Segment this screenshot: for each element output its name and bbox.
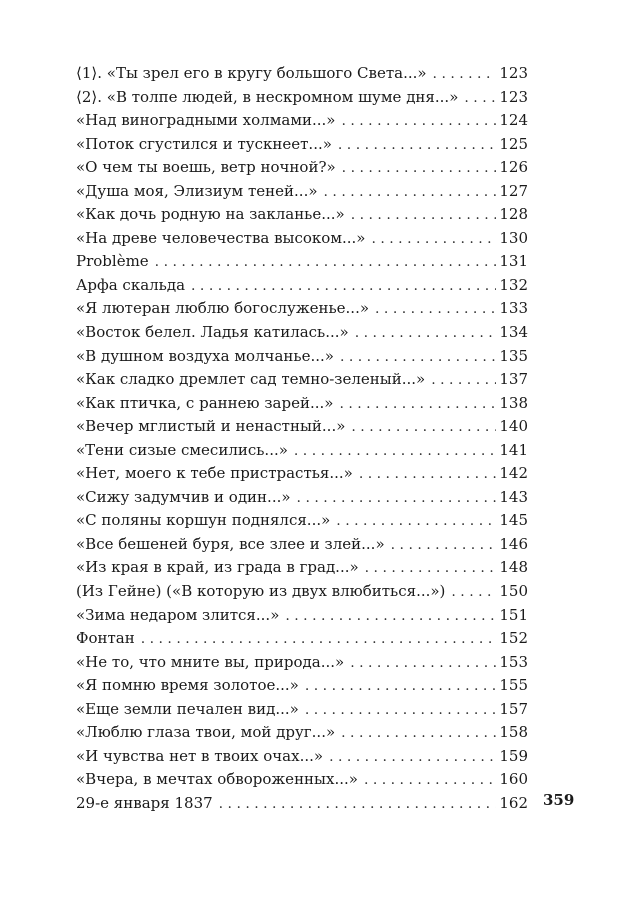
- toc-entry: [76, 462, 528, 486]
- toc-entry-title: «Душа моя, Элизиум теней...»: [76, 181, 318, 200]
- toc-entry-page: 128: [499, 205, 528, 224]
- toc-entry-title: Problème: [76, 252, 149, 271]
- toc-entry-page: 157: [499, 699, 528, 718]
- toc-entry: [76, 156, 528, 180]
- toc-entry-page: 141: [499, 440, 528, 459]
- toc-entry: [76, 768, 528, 792]
- toc-entry-title: «Как сладко дремлет сад темно-зеленый...»: [76, 370, 426, 389]
- toc-entry: [76, 533, 528, 557]
- toc-dot-leader: [371, 228, 496, 252]
- toc-entry-page: 124: [499, 111, 528, 130]
- toc-entry-page: 125: [499, 134, 528, 153]
- toc-entry-title: «Как дочь родную на закланье...»: [76, 205, 345, 224]
- toc-entry: [76, 674, 528, 698]
- toc-entry: [76, 180, 528, 204]
- toc-dot-leader: [391, 534, 497, 558]
- toc-entry-title: «Сижу задумчив и один...»: [76, 487, 291, 506]
- toc-dot-leader: [464, 87, 496, 111]
- toc-entry-page: 130: [499, 228, 528, 247]
- toc-entry-title: «Еще земли печален вид...»: [76, 699, 299, 718]
- toc-entry-title: «Из края в край, из града в град...»: [76, 558, 359, 577]
- table-of-contents: [76, 62, 528, 816]
- toc-entry-title: «Все бешеней буря, все злее и злей...»: [76, 534, 385, 553]
- toc-entry-page: 150: [499, 582, 528, 601]
- toc-entry: [76, 250, 528, 274]
- toc-entry-page: 145: [499, 511, 528, 530]
- toc-dot-leader: [141, 628, 497, 652]
- toc-entry: [76, 133, 528, 157]
- toc-entry-page: 142: [499, 464, 528, 483]
- toc-entry: [76, 297, 528, 321]
- toc-dot-leader: [340, 346, 496, 370]
- toc-dot-leader: [342, 157, 497, 181]
- toc-entry-page: 143: [499, 487, 528, 506]
- toc-entry: [76, 604, 528, 628]
- toc-entry: [76, 745, 528, 769]
- page-number: 359: [543, 791, 575, 809]
- toc-entry: [76, 345, 528, 369]
- toc-entry-page: 148: [499, 558, 528, 577]
- toc-entry-page: 151: [499, 605, 528, 624]
- toc-entry-title: (Из Гейне) («В которую из двух влюбиться...»): [76, 582, 446, 601]
- toc-dot-leader: [324, 181, 497, 205]
- toc-entry-page: 159: [499, 746, 528, 765]
- toc-entry: [76, 580, 528, 604]
- toc-entry-title: «Тени сизые смесились...»: [76, 440, 288, 459]
- toc-entry-title: «Поток сгустился и тускнеет...»: [76, 134, 332, 153]
- toc-entry: [76, 274, 528, 298]
- toc-entry: [76, 321, 528, 345]
- toc-entry: [76, 368, 528, 392]
- toc-dot-leader: [329, 746, 496, 770]
- toc-entry-title: «И чувства нет в твоих очах...»: [76, 746, 324, 765]
- toc-entry-title: «Зима недаром злится...»: [76, 605, 280, 624]
- toc-dot-leader: [341, 110, 496, 134]
- toc-entry-title: «В душном воздуха молчанье...»: [76, 346, 334, 365]
- toc-dot-leader: [294, 440, 496, 464]
- toc-entry: [76, 439, 528, 463]
- toc-dot-leader: [364, 769, 496, 793]
- toc-entry: [76, 698, 528, 722]
- toc-entry-title: 29-е января 1837: [76, 793, 213, 812]
- toc-entry: [76, 792, 528, 816]
- toc-dot-leader: [351, 416, 496, 440]
- toc-dot-leader: [375, 298, 496, 322]
- toc-dot-leader: [350, 652, 496, 676]
- toc-entry-title: ⟨1⟩. «Ты зрел его в кругу большого Света...»: [76, 64, 427, 82]
- toc-dot-leader: [351, 204, 497, 228]
- toc-dot-leader: [285, 605, 496, 629]
- toc-entry-page: 152: [499, 629, 528, 648]
- toc-dot-leader: [451, 581, 496, 605]
- toc-entry: [76, 509, 528, 533]
- toc-entry: [76, 486, 528, 510]
- toc-entry: [76, 62, 528, 86]
- toc-entry-page: 133: [499, 299, 528, 318]
- toc-entry: [76, 627, 528, 651]
- toc-entry-title: «Люблю глаза твои, мой друг...»: [76, 723, 336, 742]
- toc-entry-page: 146: [499, 534, 528, 553]
- toc-entry: [76, 203, 528, 227]
- toc-entry: [76, 556, 528, 580]
- toc-entry-page: 126: [499, 158, 528, 177]
- toc-entry-page: 137: [499, 370, 528, 389]
- toc-dot-leader: [305, 675, 496, 699]
- toc-entry-page: 140: [499, 417, 528, 436]
- toc-entry: [76, 415, 528, 439]
- toc-entry-title: «Я лютеран люблю богослуженье...»: [76, 299, 370, 318]
- toc-dot-leader: [336, 510, 496, 534]
- toc-entry-page: 138: [499, 393, 528, 412]
- toc-entry: [76, 109, 528, 133]
- toc-entry-title: «Восток белел. Ладья катилась...»: [76, 323, 349, 342]
- toc-entry-page: 153: [499, 652, 528, 671]
- toc-entry-page: 155: [499, 676, 528, 695]
- toc-entry-title: «Я помню время золотое...»: [76, 676, 299, 695]
- toc-dot-leader: [341, 722, 496, 746]
- toc-entry-title: Арфа скальда: [76, 275, 186, 294]
- toc-entry-page: 127: [499, 181, 528, 200]
- toc-dot-leader: [305, 699, 497, 723]
- toc-entry-page: 123: [499, 87, 528, 106]
- toc-entry-title: ⟨2⟩. «В толпе людей, в нескромном шуме дня...»: [76, 87, 459, 106]
- toc-dot-leader: [191, 275, 496, 299]
- toc-dot-leader: [338, 134, 496, 158]
- toc-entry-title: «О чем ты воешь, ветр ночной?»: [76, 158, 336, 177]
- toc-entry: [76, 227, 528, 251]
- toc-dot-leader: [355, 322, 497, 346]
- toc-dot-leader: [431, 369, 496, 393]
- toc-entry-page: 158: [499, 723, 528, 742]
- toc-dot-leader: [297, 487, 497, 511]
- toc-dot-leader: [219, 793, 497, 817]
- toc-entry-page: 131: [499, 252, 528, 271]
- toc-dot-leader: [359, 463, 497, 487]
- toc-entry-page: 134: [499, 323, 528, 342]
- toc-entry: [76, 651, 528, 675]
- toc-entry-page: 135: [499, 346, 528, 365]
- toc-dot-leader: [365, 557, 497, 581]
- toc-entry-title: «Не то, что мните вы, природа...»: [76, 652, 345, 671]
- toc-entry-title: «С поляны коршун поднялся...»: [76, 511, 331, 530]
- toc-dot-leader: [155, 251, 497, 275]
- toc-entry-page: 162: [499, 793, 528, 812]
- toc-entry-title: «На древе человечества высоком...»: [76, 228, 366, 247]
- toc-entry-title: «Вчера, в мечтах обвороженных...»: [76, 770, 358, 789]
- toc-entry-page: 132: [499, 275, 528, 294]
- toc-entry-title: Фонтан: [76, 629, 135, 648]
- toc-entry-title: «Как птичка, с раннею зарей...»: [76, 393, 334, 412]
- toc-entry-title: «Нет, моего к тебе пристрастья...»: [76, 464, 353, 483]
- toc-dot-leader: [339, 393, 496, 417]
- toc-entry: [76, 392, 528, 416]
- toc-entry-page: 123: [499, 64, 528, 82]
- toc-entry-title: «Над виноградными холмами...»: [76, 111, 336, 130]
- toc-entry-title: «Вечер мглистый и ненастный...»: [76, 417, 346, 436]
- toc-dot-leader: [433, 63, 497, 87]
- toc-entry-page: 160: [499, 770, 528, 789]
- toc-entry: [76, 721, 528, 745]
- toc-entry: [76, 86, 528, 110]
